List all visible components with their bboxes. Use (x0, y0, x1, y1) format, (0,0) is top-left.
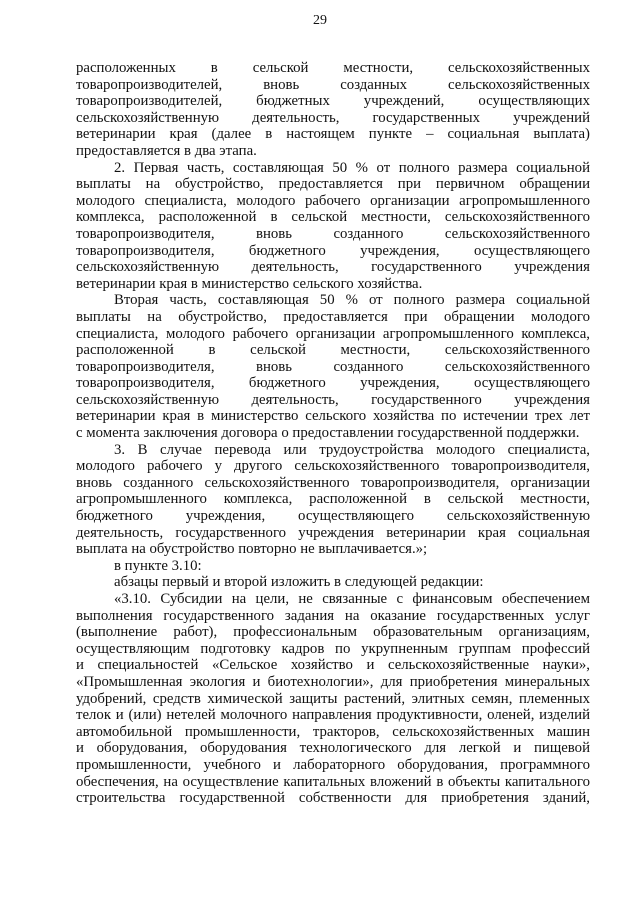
text-line: товаропроизводителя, бюджетного учреждения, осуществляющего (76, 242, 590, 259)
text-line: ветеринарии края (далее в настоящем пункте – социальная выплата) (76, 126, 590, 143)
text-line: «3.10. Субсидии на цели, не связанные с финансовым обеспечением (114, 591, 590, 607)
text-line: выполнения государственного задания на оказание государственных услуг (76, 607, 590, 624)
text-line: с момента заключения договора о предоставлении государственной поддержки. (76, 425, 580, 442)
text-line: товаропроизводителей, бюджетных учреждений, осуществляющих (76, 93, 590, 110)
text-line: сельскохозяйственную деятельность, государственного учреждения (76, 259, 590, 276)
text-line: комплекса, расположенной в сельской местности, сельскохозяйственного (76, 209, 590, 226)
text-line: молодого специалиста, молодого рабочего организации агропромышленного (76, 192, 590, 209)
text-line: расположенных в сельской местности, сельскохозяйственных (76, 60, 590, 76)
text-line: агропромышленного комплекса, расположенной в сельской местности, (76, 491, 590, 508)
text-line: деятельность, государственного учреждения ветеринарии края социальная (76, 524, 590, 541)
text-line: абзацы первый и второй изложить в следующей редакции: (114, 574, 484, 591)
text-line: вновь созданного сельскохозяйственного товаропроизводителя, организации (76, 474, 590, 491)
text-line: молодого рабочего у другого сельскохозяйственного товаропроизводителя, (76, 458, 590, 475)
text-line: 2. Первая часть, составляющая 50 % от полного размера социальной (114, 159, 590, 176)
text-line: товаропроизводителя, вновь созданного сельскохозяйственного (76, 358, 590, 375)
text-line: товаропроизводителей, вновь созданных сельскохозяйственных (76, 76, 590, 93)
text-line: товаропроизводителя, бюджетного учреждения, осуществляющего (76, 375, 590, 392)
text-line: бюджетного учреждения, осуществляющего сельскохозяйственную (76, 508, 590, 525)
text-line: 3. В случае перевода или трудоустройства молодого специалиста, (114, 441, 590, 458)
text-line: (выполнение работ), профессиональным образовательным организациям, (76, 624, 590, 641)
text-line: выплата на обустройство повторно не выплачивается.»; (76, 541, 428, 558)
document-body (76, 60, 590, 807)
text-line: расположенной в сельской местности, сельскохозяйственного (76, 342, 590, 359)
text-line: сельскохозяйственную деятельность, государственного учреждения (76, 391, 590, 408)
text-line: и специальностей «Сельское хозяйство и сельскохозяйственные науки», (76, 657, 590, 674)
text-line: удобрений, средств химической защиты растений, элитных семян, племенных (76, 690, 590, 707)
page-number: 29 (313, 13, 327, 28)
text-line: и оборудования, оборудования технологического для легкой и пищевой (76, 740, 590, 757)
text-line: обеспечения, на осуществление капитальных вложений в объекты капитального (76, 773, 590, 790)
text-line: ветеринарии края в министерство сельского хозяйства по истечении трех лет (76, 408, 590, 425)
text-line: в пункте 3.10: (114, 557, 202, 574)
text-line: строительства государственной собственности для приобретения зданий, (76, 790, 590, 807)
text-line: Вторая часть, составляющая 50 % от полного размера социальной (114, 292, 590, 309)
text-line: сельскохозяйственную деятельность, государственных учреждений (76, 109, 590, 126)
text-line: выплаты на обустройство, предоставляется при первичном обращении (76, 176, 590, 193)
text-line: промышленности, учебного и лабораторного оборудования, программного (76, 756, 590, 773)
text-line: предоставляется в два этапа. (76, 142, 257, 159)
text-line: «Промышленная экология и биотехнологии», для приобретения минеральных (76, 673, 590, 690)
text-line: ветеринарии края в министерство сельского хозяйства. (76, 275, 423, 292)
text-line: специалиста, молодого рабочего организации агропромышленного комплекса, (76, 325, 590, 342)
text-line: выплаты на обустройство, предоставляется при обращении молодого (76, 308, 590, 325)
text-line: осуществляющим подготовку кадров по укрупненным группам профессий (76, 640, 590, 657)
text-line: автомобильной промышленности, тракторов, сельскохозяйственных машин (76, 723, 590, 740)
text-line: телок и (или) нетелей молочного направления продуктивности, оленей, изделий (76, 707, 590, 724)
text-line: товаропроизводителя, вновь созданного сельскохозяйственного (76, 225, 590, 242)
